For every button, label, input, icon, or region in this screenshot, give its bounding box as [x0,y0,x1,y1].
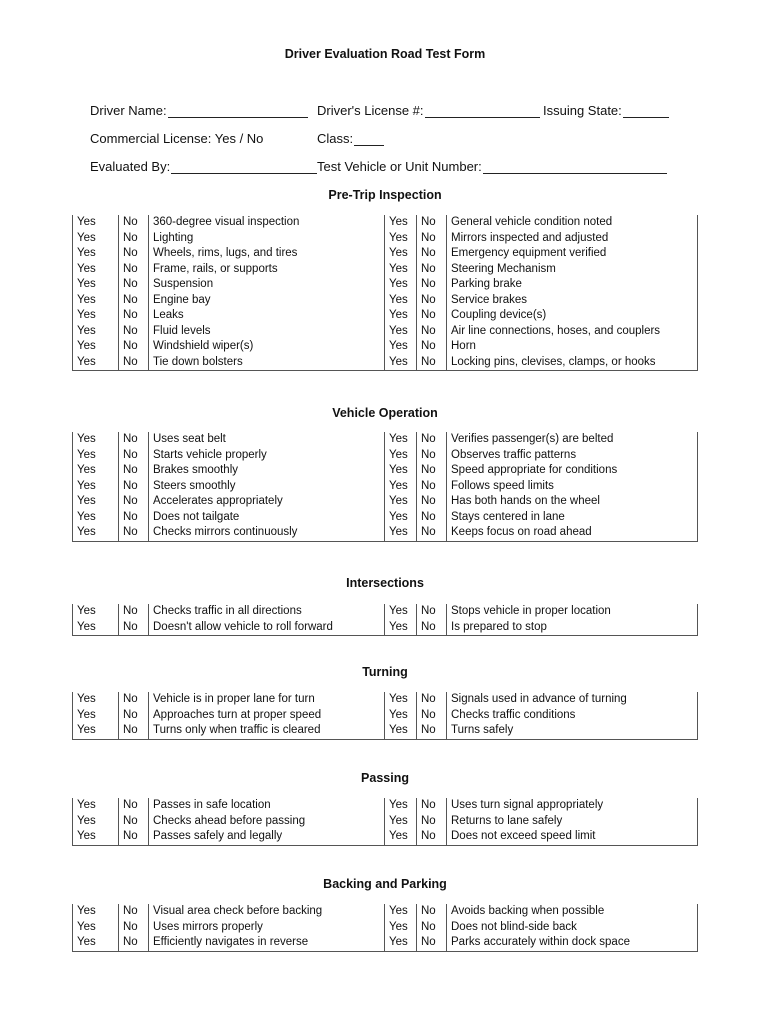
no-option[interactable]: No [119,494,149,510]
no-option[interactable]: No [417,215,447,231]
checklist-item: Is prepared to stop [447,620,698,636]
checklist-item: Mirrors inspected and adjusted [447,231,698,247]
yes-option[interactable]: Yes [73,904,119,920]
checklist-item: Doesn't allow vehicle to roll forward [149,620,385,636]
yes-option[interactable]: Yes [385,525,417,541]
yes-option[interactable]: Yes [385,829,417,845]
no-option[interactable]: No [417,246,447,262]
table-row [73,510,698,526]
evaluated-by-line[interactable] [171,159,317,174]
checklist-item: 360-degree visual inspection [149,215,385,231]
checklist-item: Accelerates appropriately [149,494,385,510]
table-row [73,904,698,920]
no-option[interactable]: No [417,904,447,920]
class-label: Class: [317,131,354,146]
table-row [73,692,698,708]
yes-option[interactable]: Yes [385,215,417,231]
no-option[interactable]: No [417,935,447,951]
no-option[interactable]: No [119,324,149,340]
issuing-state-line[interactable] [623,103,669,118]
yes-option[interactable]: Yes [385,723,417,739]
yes-option[interactable]: Yes [385,339,417,355]
yes-option[interactable]: Yes [73,798,119,814]
checklist-item: Steers smoothly [149,479,385,495]
table-row [73,723,698,739]
no-option[interactable]: No [119,604,149,620]
yes-option[interactable]: Yes [385,432,417,448]
yes-option[interactable]: Yes [385,246,417,262]
driver-name-field[interactable] [90,103,308,118]
yes-option[interactable]: Yes [385,308,417,324]
no-option[interactable]: No [417,525,447,541]
checklist-item: Follows speed limits [447,479,698,495]
checklist-item: Vehicle is in proper lane for turn [149,692,385,708]
no-option[interactable]: No [417,723,447,739]
yes-option[interactable]: Yes [73,308,119,324]
section-title-turning: Turning [362,665,408,679]
checklist-item: Uses mirrors properly [149,920,385,936]
yes-option[interactable]: Yes [73,463,119,479]
yes-option[interactable]: Yes [385,510,417,526]
no-option[interactable]: No [119,293,149,309]
checklist-table-passing [72,798,698,846]
no-option[interactable]: No [417,324,447,340]
table-row [73,463,698,479]
table-row [73,293,698,309]
table-row [73,246,698,262]
class-line[interactable] [354,131,384,146]
yes-option[interactable]: Yes [385,479,417,495]
table-row [73,920,698,936]
table-row [73,448,698,464]
no-option[interactable]: No [417,510,447,526]
yes-option[interactable]: Yes [73,920,119,936]
section-title-intersections: Intersections [346,576,424,590]
yes-option[interactable]: Yes [385,355,417,371]
no-option[interactable]: No [119,935,149,951]
yes-option[interactable]: Yes [73,432,119,448]
no-option[interactable]: No [119,215,149,231]
driver-name-line[interactable] [168,103,308,118]
checklist-item: Does not blind-side back [447,920,698,936]
table-row [73,525,698,541]
checklist-item: Starts vehicle properly [149,448,385,464]
checklist-table-backing-and-parking [72,904,698,952]
checklist-item: Turns only when traffic is cleared [149,723,385,739]
test-vehicle-field[interactable] [317,159,667,174]
table-row [73,432,698,448]
table-row [73,231,698,247]
no-option[interactable]: No [417,620,447,636]
yes-option[interactable]: Yes [385,262,417,278]
section-title-pre-trip-inspection: Pre-Trip Inspection [328,188,442,202]
checklist-item: Air line connections, hoses, and couplers [447,324,698,340]
checklist-item: Does not exceed speed limit [447,829,698,845]
no-option[interactable]: No [417,448,447,464]
yes-option[interactable]: Yes [385,604,417,620]
checklist-table-turning [72,692,698,740]
yes-option[interactable]: Yes [73,215,119,231]
yes-option[interactable]: Yes [385,620,417,636]
no-option[interactable]: No [119,708,149,724]
table-row [73,829,698,845]
no-option[interactable]: No [119,463,149,479]
no-option[interactable]: No [417,798,447,814]
checklist-item: Brakes smoothly [149,463,385,479]
test-vehicle-line[interactable] [483,159,667,174]
no-option[interactable]: No [119,920,149,936]
checklist-table-intersections [72,604,698,636]
checklist-item: Approaches turn at proper speed [149,708,385,724]
no-option[interactable]: No [119,339,149,355]
checklist-item: Stops vehicle in proper location [447,604,698,620]
no-option[interactable]: No [119,479,149,495]
checklist-item: Tie down bolsters [149,355,385,371]
checklist-item: General vehicle condition noted [447,215,698,231]
no-option[interactable]: No [417,262,447,278]
checklist-item: Checks traffic conditions [447,708,698,724]
yes-option[interactable]: Yes [73,708,119,724]
no-option[interactable]: No [119,904,149,920]
checklist-item: Verifies passenger(s) are belted [447,432,698,448]
no-option[interactable]: No [417,339,447,355]
no-option[interactable]: No [119,448,149,464]
yes-option[interactable]: Yes [73,479,119,495]
table-row [73,308,698,324]
no-option[interactable]: No [119,510,149,526]
yes-option[interactable]: Yes [385,904,417,920]
checklist-item: Locking pins, clevises, clamps, or hooks [447,355,698,371]
no-option[interactable]: No [417,920,447,936]
checklist-item: Fluid levels [149,324,385,340]
no-option[interactable]: No [417,708,447,724]
section-title-vehicle-operation: Vehicle Operation [332,406,438,420]
yes-option[interactable]: Yes [385,448,417,464]
table-row [73,708,698,724]
yes-option[interactable]: Yes [73,324,119,340]
checklist-item: Uses turn signal appropriately [447,798,698,814]
yes-option[interactable]: Yes [73,510,119,526]
commercial-license-label: Commercial License: Yes / No [90,131,264,146]
checklist-item: Frame, rails, or supports [149,262,385,278]
table-row [73,277,698,293]
table-row [73,355,698,371]
no-option[interactable]: No [119,246,149,262]
no-option[interactable]: No [417,231,447,247]
checklist-item: Checks mirrors continuously [149,525,385,541]
checklist-table-pre-trip-inspection [72,215,698,371]
no-option[interactable]: No [417,277,447,293]
checklist-item: Checks traffic in all directions [149,604,385,620]
yes-option[interactable]: Yes [385,798,417,814]
checklist-item: Suspension [149,277,385,293]
table-row [73,215,698,231]
test-vehicle-label: Test Vehicle or Unit Number: [317,159,482,174]
driver-name-label: Driver Name: [90,103,167,118]
table-row [73,262,698,278]
no-option[interactable]: No [119,525,149,541]
no-option[interactable]: No [417,355,447,371]
checklist-item: Engine bay [149,293,385,309]
table-row [73,604,698,620]
yes-option[interactable]: Yes [73,262,119,278]
checklist-table-vehicle-operation [72,432,698,542]
table-row [73,324,698,340]
table-row [73,798,698,814]
no-option[interactable]: No [417,494,447,510]
yes-option[interactable]: Yes [73,829,119,845]
no-option[interactable]: No [119,692,149,708]
no-option[interactable]: No [417,308,447,324]
yes-option[interactable]: Yes [73,723,119,739]
no-option[interactable]: No [119,355,149,371]
no-option[interactable]: No [417,604,447,620]
yes-option[interactable]: Yes [385,935,417,951]
yes-option[interactable]: Yes [385,277,417,293]
checklist-item: Stays centered in lane [447,510,698,526]
issuing-state-label: Issuing State: [543,103,622,118]
checklist-item: Uses seat belt [149,432,385,448]
checklist-item: Coupling device(s) [447,308,698,324]
no-option[interactable]: No [119,829,149,845]
checklist-item: Service brakes [447,293,698,309]
yes-option[interactable]: Yes [385,692,417,708]
no-option[interactable]: No [119,277,149,293]
yes-option[interactable]: Yes [385,494,417,510]
yes-option[interactable]: Yes [73,814,119,830]
yes-option[interactable]: Yes [73,525,119,541]
class-field[interactable] [317,131,384,146]
table-row [73,935,698,951]
yes-option[interactable]: Yes [73,293,119,309]
checklist-item: Observes traffic patterns [447,448,698,464]
no-option[interactable]: No [119,814,149,830]
yes-option[interactable]: Yes [73,448,119,464]
section-title-passing: Passing [361,771,409,785]
checklist-item: Avoids backing when possible [447,904,698,920]
drivers-license-label: Driver's License #: [317,103,424,118]
yes-option[interactable]: Yes [385,231,417,247]
yes-option[interactable]: Yes [385,463,417,479]
checklist-item: Efficiently navigates in reverse [149,935,385,951]
checklist-item: Horn [447,339,698,355]
checklist-item: Steering Mechanism [447,262,698,278]
checklist-item: Passes safely and legally [149,829,385,845]
no-option[interactable]: No [417,463,447,479]
checklist-item: Turns safely [447,723,698,739]
section-title-backing-and-parking: Backing and Parking [323,877,447,891]
form-title: Driver Evaluation Road Test Form [284,47,486,61]
checklist-item: Windshield wiper(s) [149,339,385,355]
no-option[interactable]: No [119,308,149,324]
table-row [73,339,698,355]
yes-option[interactable]: Yes [385,814,417,830]
issuing-state-field[interactable] [543,103,669,118]
checklist-item: Visual area check before backing [149,904,385,920]
checklist-item: Leaks [149,308,385,324]
checklist-item: Does not tailgate [149,510,385,526]
checklist-item: Has both hands on the wheel [447,494,698,510]
no-option[interactable]: No [119,620,149,636]
no-option[interactable]: No [119,798,149,814]
yes-option[interactable]: Yes [385,920,417,936]
no-option[interactable]: No [417,829,447,845]
no-option[interactable]: No [417,432,447,448]
yes-option[interactable]: Yes [73,339,119,355]
checklist-item: Returns to lane safely [447,814,698,830]
no-option[interactable]: No [119,723,149,739]
yes-option[interactable]: Yes [73,231,119,247]
table-row [73,814,698,830]
evaluated-by-label: Evaluated By: [90,159,171,174]
yes-option[interactable]: Yes [73,494,119,510]
yes-option[interactable]: Yes [73,355,119,371]
yes-option[interactable]: Yes [385,324,417,340]
checklist-item: Emergency equipment verified [447,246,698,262]
table-row [73,494,698,510]
drivers-license-field[interactable] [317,103,540,118]
yes-option[interactable]: Yes [73,246,119,262]
no-option[interactable]: No [417,479,447,495]
commercial-license-field[interactable] [90,131,263,146]
checklist-item: Checks ahead before passing [149,814,385,830]
table-row [73,620,698,636]
evaluated-by-field[interactable] [90,159,317,174]
yes-option[interactable]: Yes [385,293,417,309]
no-option[interactable]: No [417,814,447,830]
no-option[interactable]: No [119,231,149,247]
table-row [73,479,698,495]
checklist-item: Wheels, rims, lugs, and tires [149,246,385,262]
checklist-item: Speed appropriate for conditions [447,463,698,479]
yes-option[interactable]: Yes [73,604,119,620]
yes-option[interactable]: Yes [73,277,119,293]
yes-option[interactable]: Yes [73,620,119,636]
no-option[interactable]: No [417,692,447,708]
yes-option[interactable]: Yes [73,935,119,951]
checklist-item: Passes in safe location [149,798,385,814]
yes-option[interactable]: Yes [385,708,417,724]
checklist-item: Signals used in advance of turning [447,692,698,708]
yes-option[interactable]: Yes [73,692,119,708]
no-option[interactable]: No [119,432,149,448]
no-option[interactable]: No [119,262,149,278]
checklist-item: Parks accurately within dock space [447,935,698,951]
checklist-item: Parking brake [447,277,698,293]
checklist-item: Lighting [149,231,385,247]
no-option[interactable]: No [417,293,447,309]
checklist-item: Keeps focus on road ahead [447,525,698,541]
drivers-license-line[interactable] [425,103,540,118]
